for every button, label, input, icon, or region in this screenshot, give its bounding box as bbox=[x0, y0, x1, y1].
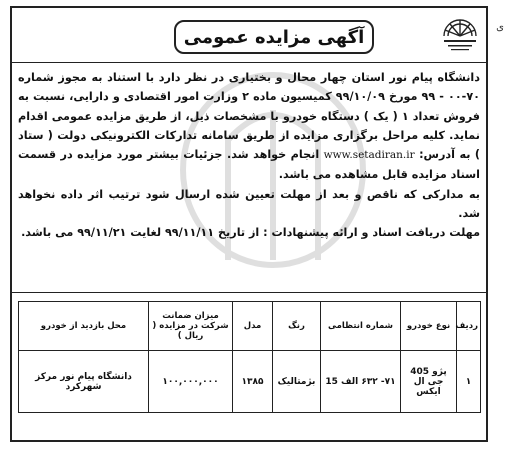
university-logo-icon bbox=[438, 14, 482, 54]
notice-header bbox=[12, 8, 486, 60]
cell-plate-number: ۷۱- ۶۳۲ الف 15 bbox=[321, 351, 401, 413]
col-header-deposit: میزان ضمانت شرکت در مزایده ( ریال ) bbox=[149, 302, 233, 351]
table-header-row bbox=[19, 302, 481, 351]
cell-row-number: ۱ bbox=[457, 351, 481, 413]
notice-docs-note: به مدارکی که ناقص و بعد از مهلت تعیین شده ارسال شود ترتیب اثر داده نخواهد bbox=[18, 187, 480, 201]
setad-prefix: ( ستاد ) به آدرس: bbox=[18, 128, 480, 162]
vehicle-table bbox=[18, 301, 481, 413]
table-row bbox=[19, 351, 481, 413]
side-mark: ی bbox=[496, 22, 504, 33]
col-header-plate-number: شماره انتظامی bbox=[321, 302, 401, 351]
col-header-vehicle-type: نوع خودرو bbox=[401, 302, 457, 351]
notice-deadline: مهلت دریافت اسناد و ارائه پیشنهادات : از تاریخ ۹۹/۱۱/۱۱ لغایت ۹۹/۱۱/۲۱ می باشد. bbox=[21, 226, 480, 240]
notice-docs-note-end: شد. bbox=[458, 207, 480, 221]
setad-suffix: انجام خواهد شد. جزئیات بیشتر مورد مزایده در قسمت اسناد مزایده قابل مشاهده می باشد. bbox=[18, 148, 480, 182]
cell-inspection-location: دانشگاه پیام نور مرکز شهرکرد bbox=[19, 351, 149, 413]
cell-color: بژمتالیک bbox=[273, 351, 321, 413]
col-header-inspection-location: محل بازدید از خودرو bbox=[19, 302, 149, 351]
notice-title: آگهی مزایده عمومی bbox=[174, 20, 374, 54]
header-divider bbox=[12, 62, 486, 63]
setad-url-link[interactable]: www.setadiran.ir bbox=[323, 149, 415, 162]
col-header-row-number: ردیف bbox=[457, 302, 481, 351]
col-header-model: مدل bbox=[233, 302, 273, 351]
table-divider bbox=[12, 292, 486, 293]
cell-deposit: ۱۰۰,۰۰۰,۰۰۰ bbox=[149, 351, 233, 413]
notice-paragraph-intro: دانشگاه پیام نور استان چهار محال و بختیاری در نظر دارد با استناد به مجوز شماره ۷۰-۰۰ - ۹۹ مورخ ۹۹/۱۰/۰۹ کمیسیون ماده ۲ وزارت امور اقتصادی و دارایی، نسبت به فروش تعداد ۱ ( یک ) دستگاه خودرو با مشخصات ذیل، از طریق مزایده عمومی اقدام نماید. کلیه مراحل برگزاری مزایده از طریق سامانه تدارکات الکترونیکی دولت bbox=[18, 71, 480, 142]
cell-vehicle-type: پژو 405 جی ال ایکس bbox=[401, 351, 457, 413]
cell-model: ۱۳۸۵ bbox=[233, 351, 273, 413]
col-header-color: رنگ bbox=[273, 302, 321, 351]
notice-body bbox=[18, 68, 480, 243]
